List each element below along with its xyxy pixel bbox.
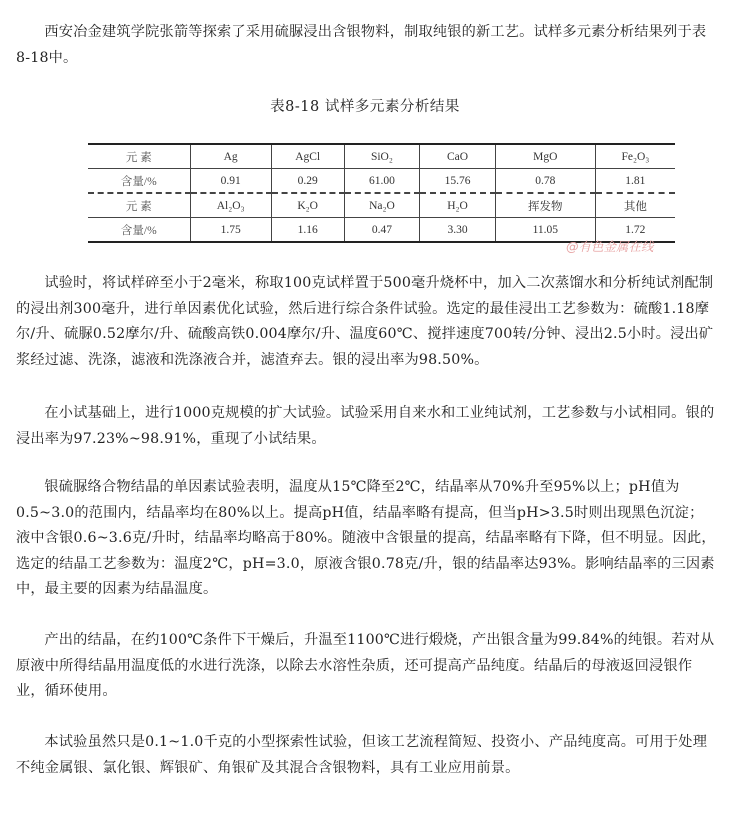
table-cell: 11.05 [495,218,595,243]
table-cell: 0.29 [271,169,344,194]
row-label: 元 素 [88,144,190,169]
table-cell: SiO₂ [344,144,420,169]
analysis-table [88,143,675,243]
body-paragraph: 银硫脲络合物结晶的单因素试验表明，温度从15℃降至2℃，结晶率从70%升至95%以上；pH值为0.5~3.0的范围内，结晶率均在80%以上。提高pH值，结晶率略有提高，但当pH>3.5时则出现黑色沉淀；液中含银0.6~3.6克/升时，结晶率均略高于80%。随液中含银量的提高，结晶率略有下降，但不明显。因此，选定的结晶工艺参数为：温度2℃，pH=3.0，原液含银0.78克/升，银的结晶率达93%。影响结晶率的三因素中，最主要的因素为结晶温度。 [16,479,716,597]
table-cell: H₂O [420,193,496,218]
table-cell: 挥发物 [495,193,595,218]
table-cell: 其他 [595,193,675,218]
table-row [88,169,675,194]
table-cell: 0.91 [190,169,271,194]
body-paragraph: 本试验虽然只是0.1~1.0千克的小型探索性试验，但该工艺流程简短、投资小、产品纯度高。可用于处理不纯金属银、氯化银、辉银矿、角银矿及其混合含银物料，具有工业应用前景。 [16,734,708,776]
row-label: 元 素 [88,193,190,218]
table-cell: Fe₂O₃ [595,144,675,169]
table-cell: 1.81 [595,169,675,194]
row-label: 含量/% [88,218,190,243]
row-label: 含量/% [88,169,190,194]
table-cell: CaO [420,144,496,169]
table-cell: AgCl [271,144,344,169]
table-cell: MgO [495,144,595,169]
table-cell: Ag [190,144,271,169]
intro-paragraph: 西安冶金建筑学院张箭等探索了采用硫脲浸出含银物料，制取纯银的新工艺。试样多元素分析结果列于表8-18中。 [16,24,707,66]
body-paragraph: 在小试基础上，进行1000克规模的扩大试验。试验采用自来水和工业纯试剂，工艺参数与小试相同。银的浸出率为97.23%~98.91%，重现了小试结果。 [16,405,715,447]
table-cell: Al₂O₃ [190,193,271,218]
table-cell: 0.78 [495,169,595,194]
table-cell: 1.16 [271,218,344,243]
table-row [88,144,675,169]
table-cell: 3.30 [420,218,496,243]
table-cell: 1.72 [595,218,675,243]
table-cell: K₂O [271,193,344,218]
table-cell: 1.75 [190,218,271,243]
table-cell: 15.76 [420,169,496,194]
table-cell: 61.00 [344,169,420,194]
watermark: @有色金属在线 [566,239,654,254]
table-cell: Na₂O [344,193,420,218]
table-caption: 表8-18 试样多元素分析结果 [270,99,460,115]
body-paragraph: 产出的结晶，在约100℃条件下干燥后，升温至1100℃进行煅烧，产出银含量为99.84%的纯银。若对从原液中所得结晶用温度低的水进行洗涤，以除去水溶性杂质，还可提高产品纯度。结晶后的母液返回浸银作业，循环使用。 [16,632,715,699]
table-cell: 0.47 [344,218,420,243]
table-row [88,193,675,218]
body-paragraph: 试验时，将试样碎至小于2毫米，称取100克试样置于500毫升烧杯中，加入二次蒸馏水和分析纯试剂配制的浸出剂300毫升，进行单因素优化试验，然后进行综合条件试验。选定的最佳浸出工艺参数为：硫酸1.18摩尔/升、硫脲0.52摩尔/升、硫酸高铁0.004摩尔/升、温度60℃、搅拌速度700转/分钟、浸出2.5小时。浸出矿浆经过滤、洗涤，滤液和洗涤液合并，滤渣弃去。银的浸出率为98.50%。 [16,275,714,368]
